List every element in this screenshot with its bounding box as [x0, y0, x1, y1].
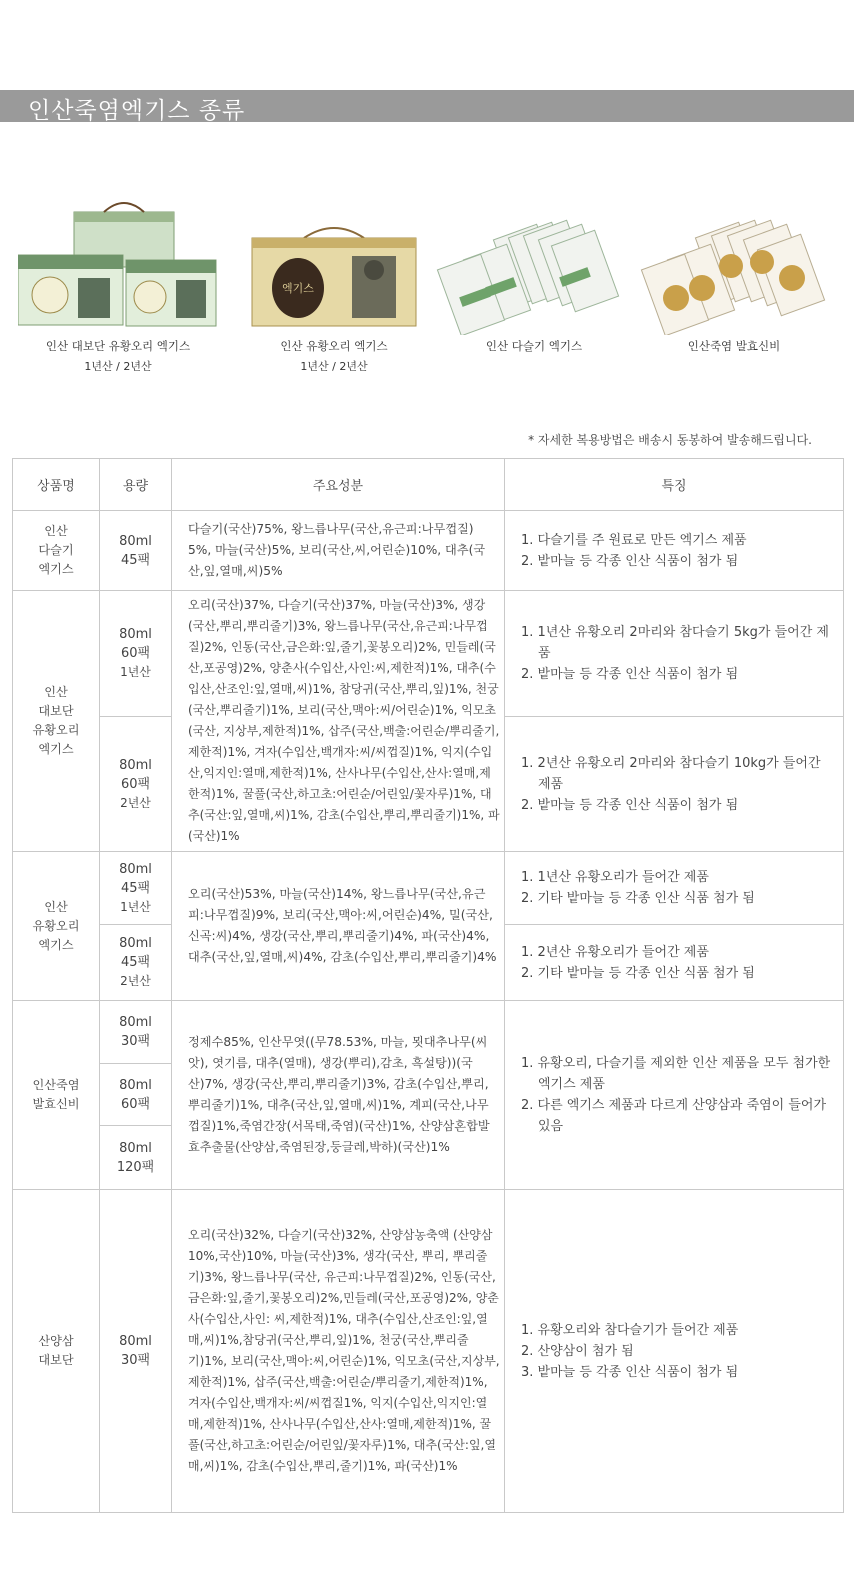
product-card-daseulgi[interactable] — [434, 200, 634, 390]
table-header-row — [13, 459, 844, 511]
section-title: 인산죽염엑기스 종류 — [28, 98, 246, 124]
svg-text:엑기스: 엑기스 — [282, 282, 314, 295]
header-ingredients: 주요성분 — [172, 459, 505, 511]
balhyo-sinbi-pouch-image — [634, 200, 834, 335]
daseulgi-pouch-image — [434, 200, 634, 335]
table-row — [13, 591, 844, 717]
product-card-yuhwang-ori[interactable] — [234, 200, 434, 390]
features-cell: 1. 2년산 유황오리 2마리와 참다슬기 10kg가 들어간 제품 2. 밭마늘 등 각종 인산 식품이 첨가 됨 — [505, 717, 844, 852]
ingredients-cell: 오리(국산)53%, 마늘(국산)14%, 왕느릅나무(국산,유근피:나무껍질)9%, 보리(국산,맥아:씨,어린순)4%, 밀(국산,신곡:씨)4%, 생강(국산,뿌리,뿌리줄기)4%, 파(국산)4%, 대추(국산,잎,열매,씨)4%, 감초(수입산,뿌리,뿌리줄기)4% — [172, 852, 505, 1001]
product-name: 인산 다슬기 엑기스 — [485, 339, 583, 353]
header-product-name: 상품명 — [13, 459, 100, 511]
section-title-bar — [0, 90, 854, 122]
product-name-cell: 인산 대보단 유황오리 엑기스 — [13, 591, 100, 852]
product-name: 인산 대보단 유황오리 엑기스 — [45, 339, 191, 353]
product-name: 인산죽염 발효신비 — [687, 339, 781, 353]
header-features: 특징 — [505, 459, 844, 511]
product-name-cell: 산양삼 대보단 — [13, 1190, 100, 1513]
table-row — [13, 1001, 844, 1064]
capacity-cell: 80ml 45팩 2년산 — [100, 925, 172, 1001]
capacity-cell: 80ml 60팩 2년산 — [100, 717, 172, 852]
capacity-cell: 80ml 30팩 — [100, 1001, 172, 1064]
product-card-daebodan[interactable] — [18, 200, 218, 390]
product-years: 1년산 / 2년산 — [300, 360, 368, 373]
features-cell: 1. 유황오리, 다슬기를 제외한 인산 제품을 모두 첨가한 엑기스 제품 2. 다른 엑기스 제품과 다르게 산양삼과 죽염이 들어가 있음 — [505, 1001, 844, 1190]
capacity-cell: 80ml 45팩 1년산 — [100, 852, 172, 925]
dosage-note: * 자세한 복용방법은 배송시 동봉하여 발송해드립니다. — [528, 433, 812, 447]
capacity-cell: 80ml 120팩 — [100, 1126, 172, 1190]
features-cell: 1. 2년산 유황오리가 들어간 제품 2. 기타 밭마늘 등 각종 인산 식품 첨가 됨 — [505, 925, 844, 1001]
features-cell: 1. 1년산 유황오리 2마리와 참다슬기 5kg가 들어간 제품 2. 밭마늘 등 각종 인산 식품이 첨가 됨 — [505, 591, 844, 717]
ingredients-cell: 오리(국산)37%, 다슬기(국산)37%, 마늘(국산)3%, 생강(국산,뿌리,뿌리줄기)3%, 왕느릅나무(국산,유근피:나무껍질)2%, 인동(국산,금은화:잎,줄기,꽃봉오리)2%, 민들레(국산,포공영)2%, 양춘사(수입산,사인:씨,제한적)1%, 대추(수입산,산조인:잎,열매,씨)1%, 참당귀(국산,뿌리,잎)1%, 천궁(국산,뿌리줄기)1%, 보리(국산,맥아:씨/어린순)1%, 익모초(국산, 지상부,제한적)1%, 삽주(국산,백출:어린순/뿌리줄기,제한적)1%, 겨자(수입산,백개자:씨/씨껍질)1%, 익지(수입산,익지인:열매,제한적)1%, 산사나무(수입산,산사:열매,제한적)1%, 꿀풀(국산,하고초:어린순/어린잎/꽃자루)1%, 대추(국산:잎,열매,씨)1%, 감초(수입산,뿌리,뿌리줄기)1%, 파(국산)1% — [172, 591, 505, 852]
ingredients-cell: 오리(국산)32%, 다슬기(국산)32%, 산양삼농축액 (산양삼10%,국산)10%, 마늘(국산)3%, 생각(국산, 뿌리, 뿌리줄기)3%, 왕느릅나무(국산, 유근피:나무껍질)2%, 인동(국산,금은화:잎,줄기,꽃봉오리)2%,민들레(국산,포공영)2%, 양춘사(수입산,사인: 씨,제한적)1%, 대추(수입산,산조인:잎,열매,씨)1%,참당귀(국산,뿌리,잎)1%, 천궁(국산,뿌리줄기)1%, 보리(국산,맥아:씨,어린순)1%, 익모초(국산,지상부,제한적)1%, 삽주(국산,백출:어린순/뿌리줄기,제한적)1%, 겨자(수입산,백개자:씨/씨껍질1%, 익지(수입산,익지인:열매,제한적)1%, 산사나무(수입산,산사:열매,제한적)1%, 꿀풀(국산,하고초:어린순/어린잎/꽃자루)1%, 대추(국산:잎,열매,씨)1%, 감초(수입산,뿌리,줄기)1%, 파(국산)1% — [172, 1190, 505, 1513]
daebodan-box-image — [18, 200, 218, 335]
capacity-cell: 80ml 30팩 — [100, 1190, 172, 1513]
product-name: 인산 유황오리 엑기스 — [280, 339, 388, 353]
features-cell: 1. 1년산 유황오리가 들어간 제품 2. 기타 밭마늘 등 각종 인산 식품 첨가 됨 — [505, 852, 844, 925]
features-cell: 1. 유황오리와 참다슬기가 들어간 제품 2. 산양삼이 첨가 됨 3. 밭마늘 등 각종 인산 식품이 첨가 됨 — [505, 1190, 844, 1513]
product-name-cell: 인산 다슬기 엑기스 — [13, 511, 100, 591]
header-capacity: 용량 — [100, 459, 172, 511]
capacity-cell: 80ml 60팩 — [100, 1064, 172, 1126]
table-row — [13, 511, 844, 591]
capacity-cell: 80ml 45팩 — [100, 511, 172, 591]
product-gallery — [0, 200, 854, 390]
ingredients-cell: 정제수85%, 인산무엿((무78.53%, 마늘, 묏대추나무(씨앗), 엿기름, 대추(열매), 생강(뿌리),감초, 흑설탕))(국산)7%, 생강(국산,뿌리,뿌리줄기)3%, 감초(수입산,뿌리,뿌리줄기)1%, 대추(국산,잎,열매,씨)1%, 계피(국산,나무껍질)1%,죽염간장(서목태,죽염)(국산)1%, 산양삼혼합발효추출물(산양삼,죽염된장,둥글레,박하)(국산)1% — [172, 1001, 505, 1190]
table-row — [13, 1190, 844, 1513]
ingredients-cell: 다슬기(국산)75%, 왕느릅나무(국산,유근피:나무껍질) 5%, 마늘(국산)5%, 보리(국산,씨,어린순)10%, 대추(국산,잎,열매,씨)5% — [172, 511, 505, 591]
capacity-cell: 80ml 60팩 1년산 — [100, 591, 172, 717]
product-card-balhyo-sinbi[interactable] — [634, 200, 834, 390]
yuhwang-ori-box-image — [234, 200, 434, 335]
product-name-cell: 인산죽염 발효신비 — [13, 1001, 100, 1190]
table-row — [13, 852, 844, 925]
product-spec-table — [12, 458, 844, 1513]
features-cell: 1. 다슬기를 주 원료로 만든 엑기스 제품 2. 밭마늘 등 각종 인산 식품이 첨가 됨 — [505, 511, 844, 591]
product-name-cell: 인산 유황오리 엑기스 — [13, 852, 100, 1001]
product-years: 1년산 / 2년산 — [84, 360, 152, 373]
